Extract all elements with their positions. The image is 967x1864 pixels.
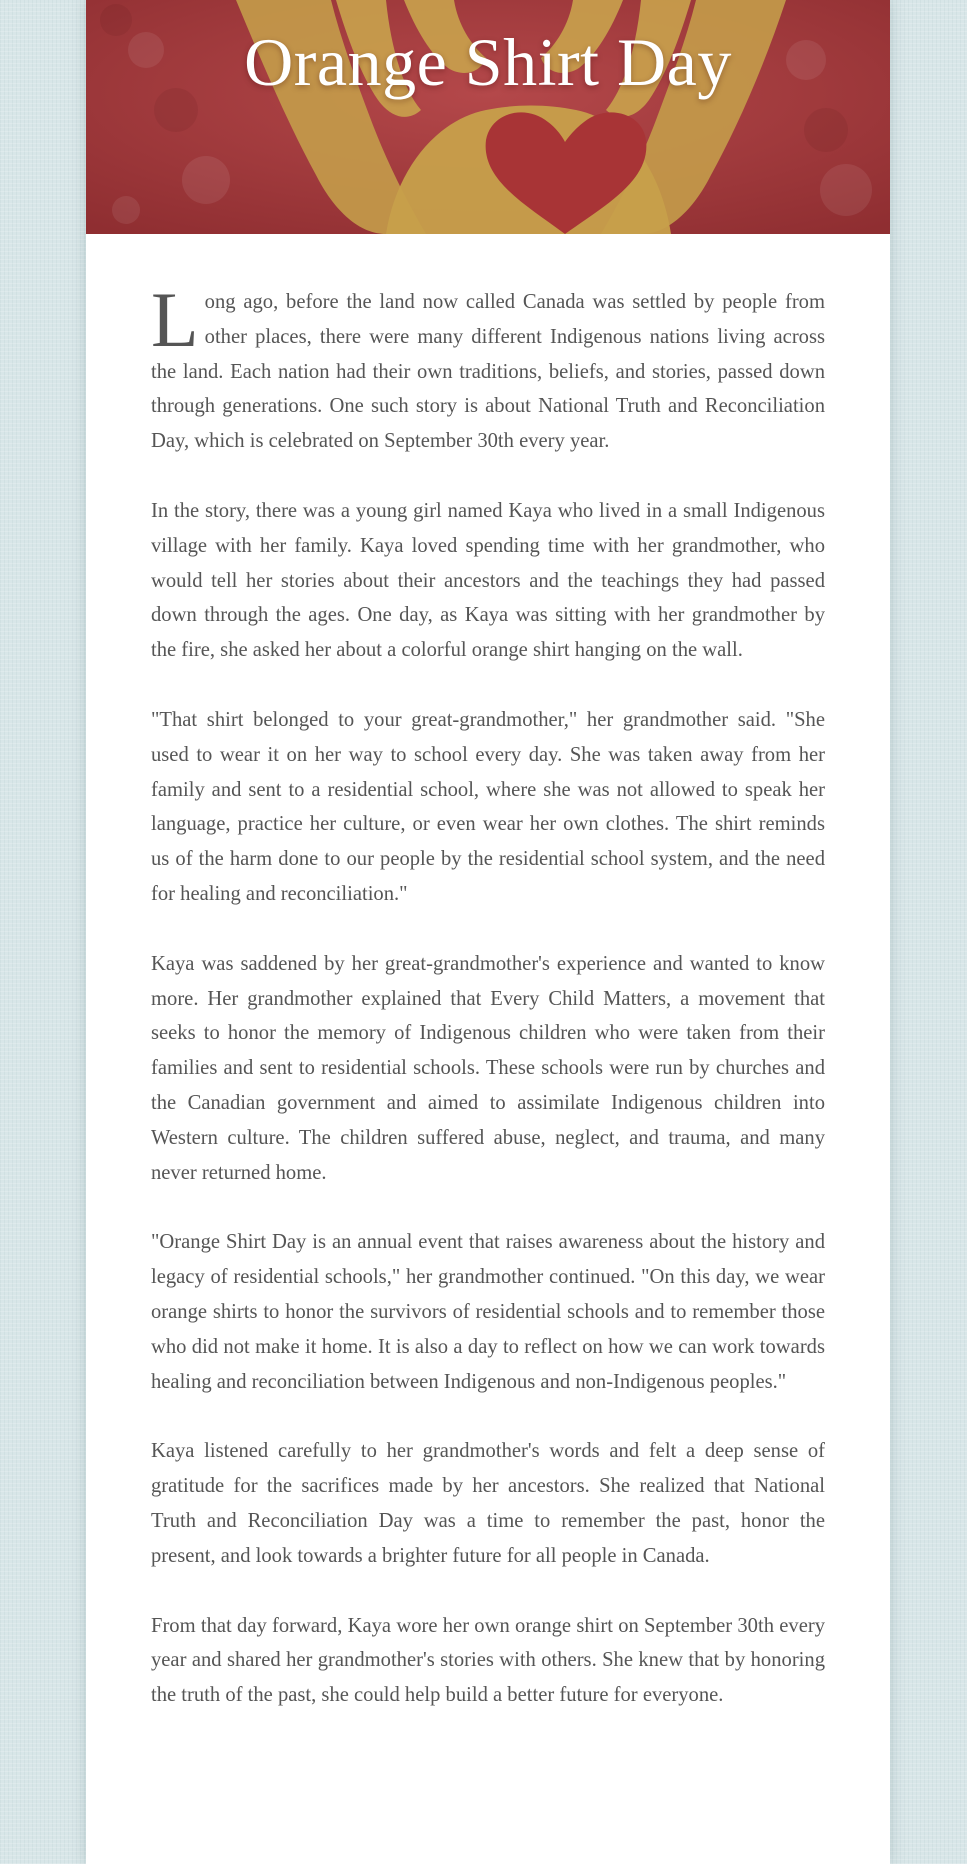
- article-body: [151, 276, 825, 1748]
- paragraph: Kaya listened carefully to her grandmother's words and felt a deep sense of gratitude for the sacrifices made by her ancestors. She realized that National Truth and Reconciliation Day was a time to remember the past, honor the present, and look towards a brighter future for all people in Canada.: [151, 1440, 825, 1567]
- paragraph: From that day forward, Kaya wore her own orange shirt on September 30th every year and shared her grandmother's stories with others. She knew that by honoring the truth of the past, she could help build a better future for everyone.: [151, 1614, 825, 1707]
- article-page: [86, 0, 890, 1864]
- paragraph-intro: [151, 276, 825, 459]
- paragraph: "That shirt belonged to your great-grandmother," her grandmother said. "She used to wear it on her way to school every day. She was taken away from her family and sent to a residential school, where she was not allowed to speak her language, practice her culture, or even wear her own clothes. The shirt reminds us of the harm done to our people by the residential school system, and the need for healing and reconciliation.": [151, 708, 825, 905]
- paragraph: "Orange Shirt Day is an annual event that raises awareness about the history and legacy of residential schools," her grandmother continued. "On this day, we wear orange shirts to honor the survivors of residential schools and to remember those who did not make it home. It is also a day to reflect on how we can work towards healing and reconciliation between Indigenous and non-Indigenous peoples.": [151, 1231, 825, 1393]
- paragraph-intro-text: ong ago, before the land now called Canada was settled by people from other places, there were many different Indigenous nations living across the land. Each nation had their own traditions, beliefs, and stories, passed down through generations. One such story is about National Truth and Reconciliation Day, which is celebrated on September 30th every year.: [151, 291, 825, 453]
- paragraph: Kaya was saddened by her great-grandmother's experience and wanted to know more. Her grandmother explained that Every Child Matters, a movement that seeks to honor the memory of Indigenous children who were taken from their families and sent to residential schools. These schools were run by churches and the Canadian government and aimed to assimilate Indigenous children into Western culture. The children suffered abuse, neglect, and trauma, and many never returned home.: [151, 952, 825, 1184]
- paragraph: In the story, there was a young girl named Kaya who lived in a small Indigenous village with her family. Kaya loved spending time with her grandmother, who would tell her stories about their ancestors and the teachings they had passed down through the ages. One day, as Kaya was sitting with her grandmother by the fire, she asked her about a colorful orange shirt hanging on the wall.: [151, 499, 825, 662]
- drop-cap: L: [151, 276, 199, 363]
- header-banner: [86, 0, 890, 234]
- page-title: Orange Shirt Day: [244, 24, 732, 100]
